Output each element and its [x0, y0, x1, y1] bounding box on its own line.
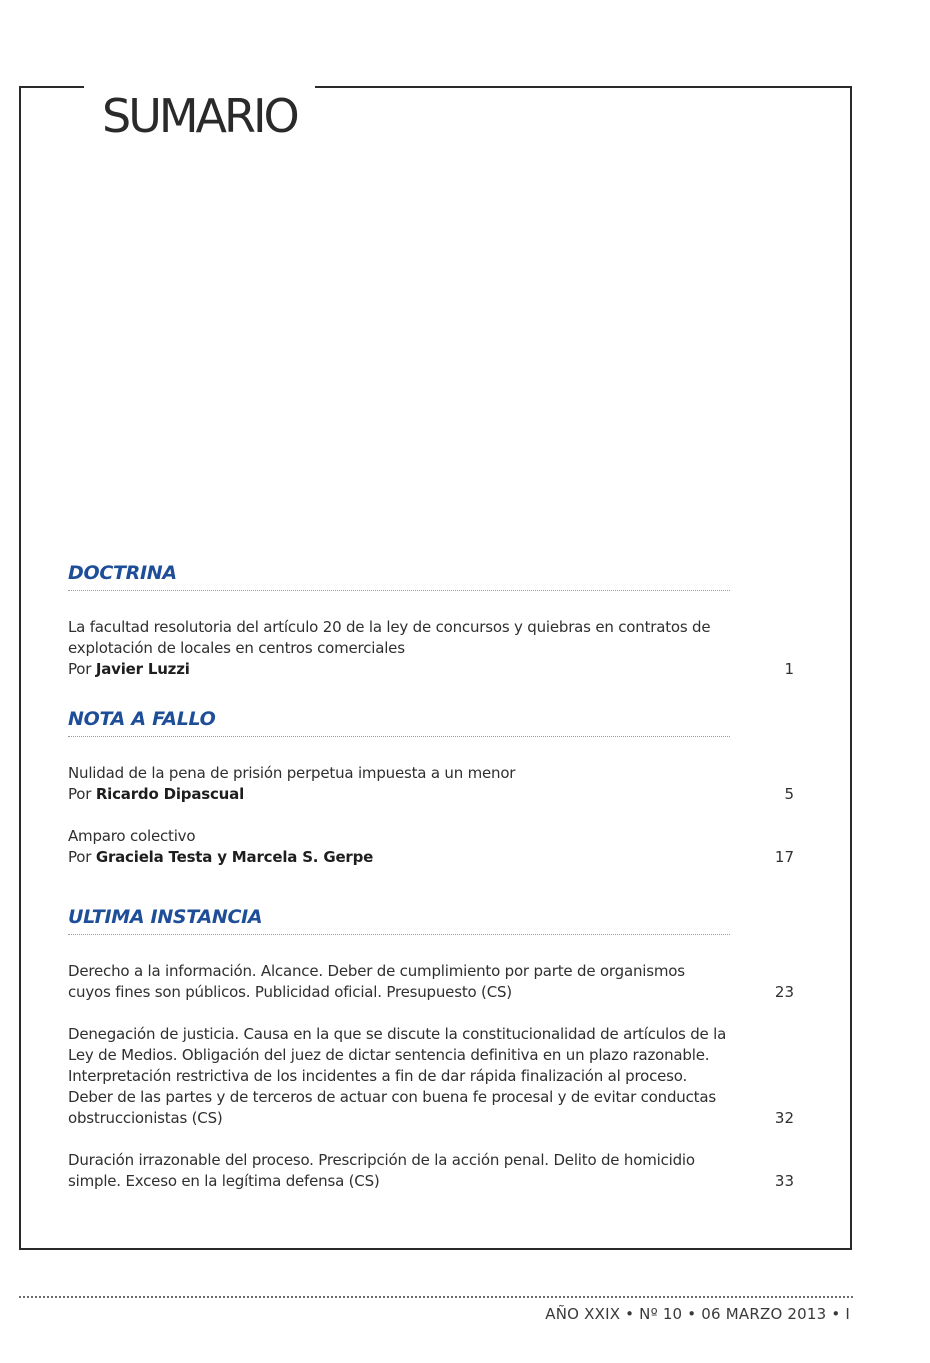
- section-divider: [68, 934, 730, 935]
- summary-entry[interactable]: [68, 763, 798, 805]
- page-title: SUMARIO: [84, 85, 315, 147]
- section-title: ULTIMA INSTANCIA: [68, 906, 263, 928]
- entry-title: Nulidad de la pena de prisión perpetua impuesta a un menor: [68, 764, 516, 782]
- entry-by-label: Por: [68, 848, 96, 866]
- section-divider: [68, 736, 730, 737]
- section-nota-a-fallo: [68, 704, 798, 868]
- entry-text: Derecho a la información. Alcance. Deber de cumplimiento por parte de organismos cuyos fines son públicos. Publicidad oficial. Presupuesto (CS): [68, 962, 685, 1001]
- entry-author: Graciela Testa y Marcela S. Gerpe: [95, 848, 374, 866]
- entry-title: La facultad resolutoria del artículo 20 de la ley de concursos y quiebras en contratos de explotación de locales en centros comerciales: [68, 618, 711, 657]
- entry-author: Ricardo Dipascual: [95, 785, 245, 803]
- entry-text: [68, 617, 730, 680]
- entry-page-number: 33: [774, 1172, 794, 1190]
- entry-page-number: 23: [774, 983, 794, 1001]
- entry-page-number: 32: [774, 1109, 794, 1127]
- summary-content: [68, 558, 798, 1192]
- footer-issue-info: AÑO XXIX • Nº 10 • 06 MARZO 2013 • I: [545, 1305, 850, 1323]
- entry-page-number: 17: [774, 848, 794, 866]
- entry-author: Javier Luzzi: [95, 660, 190, 678]
- section-title: DOCTRINA: [68, 562, 177, 584]
- summary-entry[interactable]: [68, 826, 798, 868]
- section-ultima-instancia: [68, 902, 798, 1192]
- entry-by-label: Por: [68, 660, 96, 678]
- summary-entry[interactable]: [68, 1150, 798, 1192]
- section-doctrina: [68, 558, 798, 680]
- entry-title: Amparo colectivo: [68, 827, 196, 845]
- entry-text: Duración irrazonable del proceso. Prescripción de la acción penal. Delito de homicidio simple. Exceso en la legítima defensa (CS): [68, 1151, 695, 1190]
- footer-divider: [19, 1296, 853, 1298]
- entry-by-label: Por: [68, 785, 96, 803]
- entry-text: [68, 826, 730, 868]
- entry-page-number: 5: [784, 785, 794, 803]
- section-title: NOTA A FALLO: [68, 708, 216, 730]
- entry-page-number: 1: [784, 660, 794, 678]
- summary-entry[interactable]: [68, 617, 798, 680]
- summary-entry[interactable]: [68, 1024, 798, 1129]
- section-divider: [68, 590, 730, 591]
- entry-text: Denegación de justicia. Causa en la que se discute la constitucionalidad de artículos de la Ley de Medios. Obligación del juez de dictar sentencia definitiva en un plazo razonable. Interpretación restrictiva de los incidentes a fin de dar rápida finalización al proceso. Deber de las partes y de terceros de actuar con buena fe procesal y de evitar conductas obstruccionistas (CS): [68, 1025, 727, 1127]
- entry-text: [68, 763, 730, 805]
- summary-entry[interactable]: [68, 961, 798, 1003]
